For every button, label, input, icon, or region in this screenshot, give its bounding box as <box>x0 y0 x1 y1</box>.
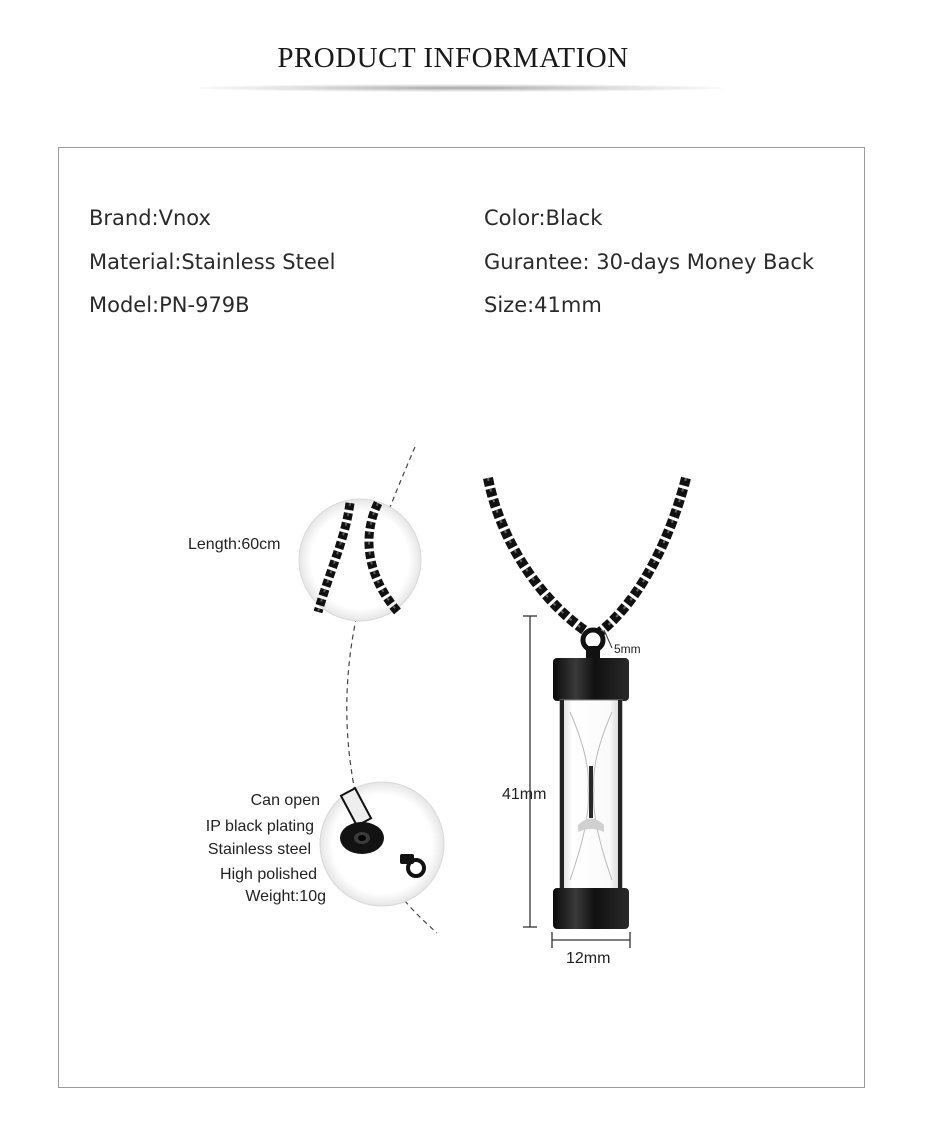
weight-label: Weight:10g <box>245 888 326 905</box>
hourglass-pendant <box>553 658 629 929</box>
page-title: PRODUCT INFORMATION <box>277 42 629 74</box>
spec-guarantee: Gurantee: 30-days Money Back <box>484 250 815 274</box>
bail-size-label: 5mm <box>614 642 641 656</box>
spec-material: Material:Stainless Steel <box>89 250 336 274</box>
spec-brand: Brand:Vnox <box>89 206 211 230</box>
spec-color: Color:Black <box>484 206 603 230</box>
cap-detail-circle <box>320 782 444 906</box>
width-label: 12mm <box>566 950 611 967</box>
height-dimension <box>523 616 537 927</box>
steel-label: Stainless steel <box>207 841 311 858</box>
height-label: 41mm <box>502 786 547 803</box>
length-label: Length:60cm <box>188 536 281 553</box>
width-dimension <box>552 932 630 948</box>
plating-label: IP black plating <box>205 818 314 835</box>
can-open-label: Can open <box>250 792 320 809</box>
chain-detail-circle <box>299 499 421 621</box>
spec-model: Model:PN-979B <box>89 293 250 317</box>
polished-label: High polished <box>220 866 317 883</box>
spec-size: Size:41mm <box>484 293 602 317</box>
necklace-chain <box>488 478 686 632</box>
